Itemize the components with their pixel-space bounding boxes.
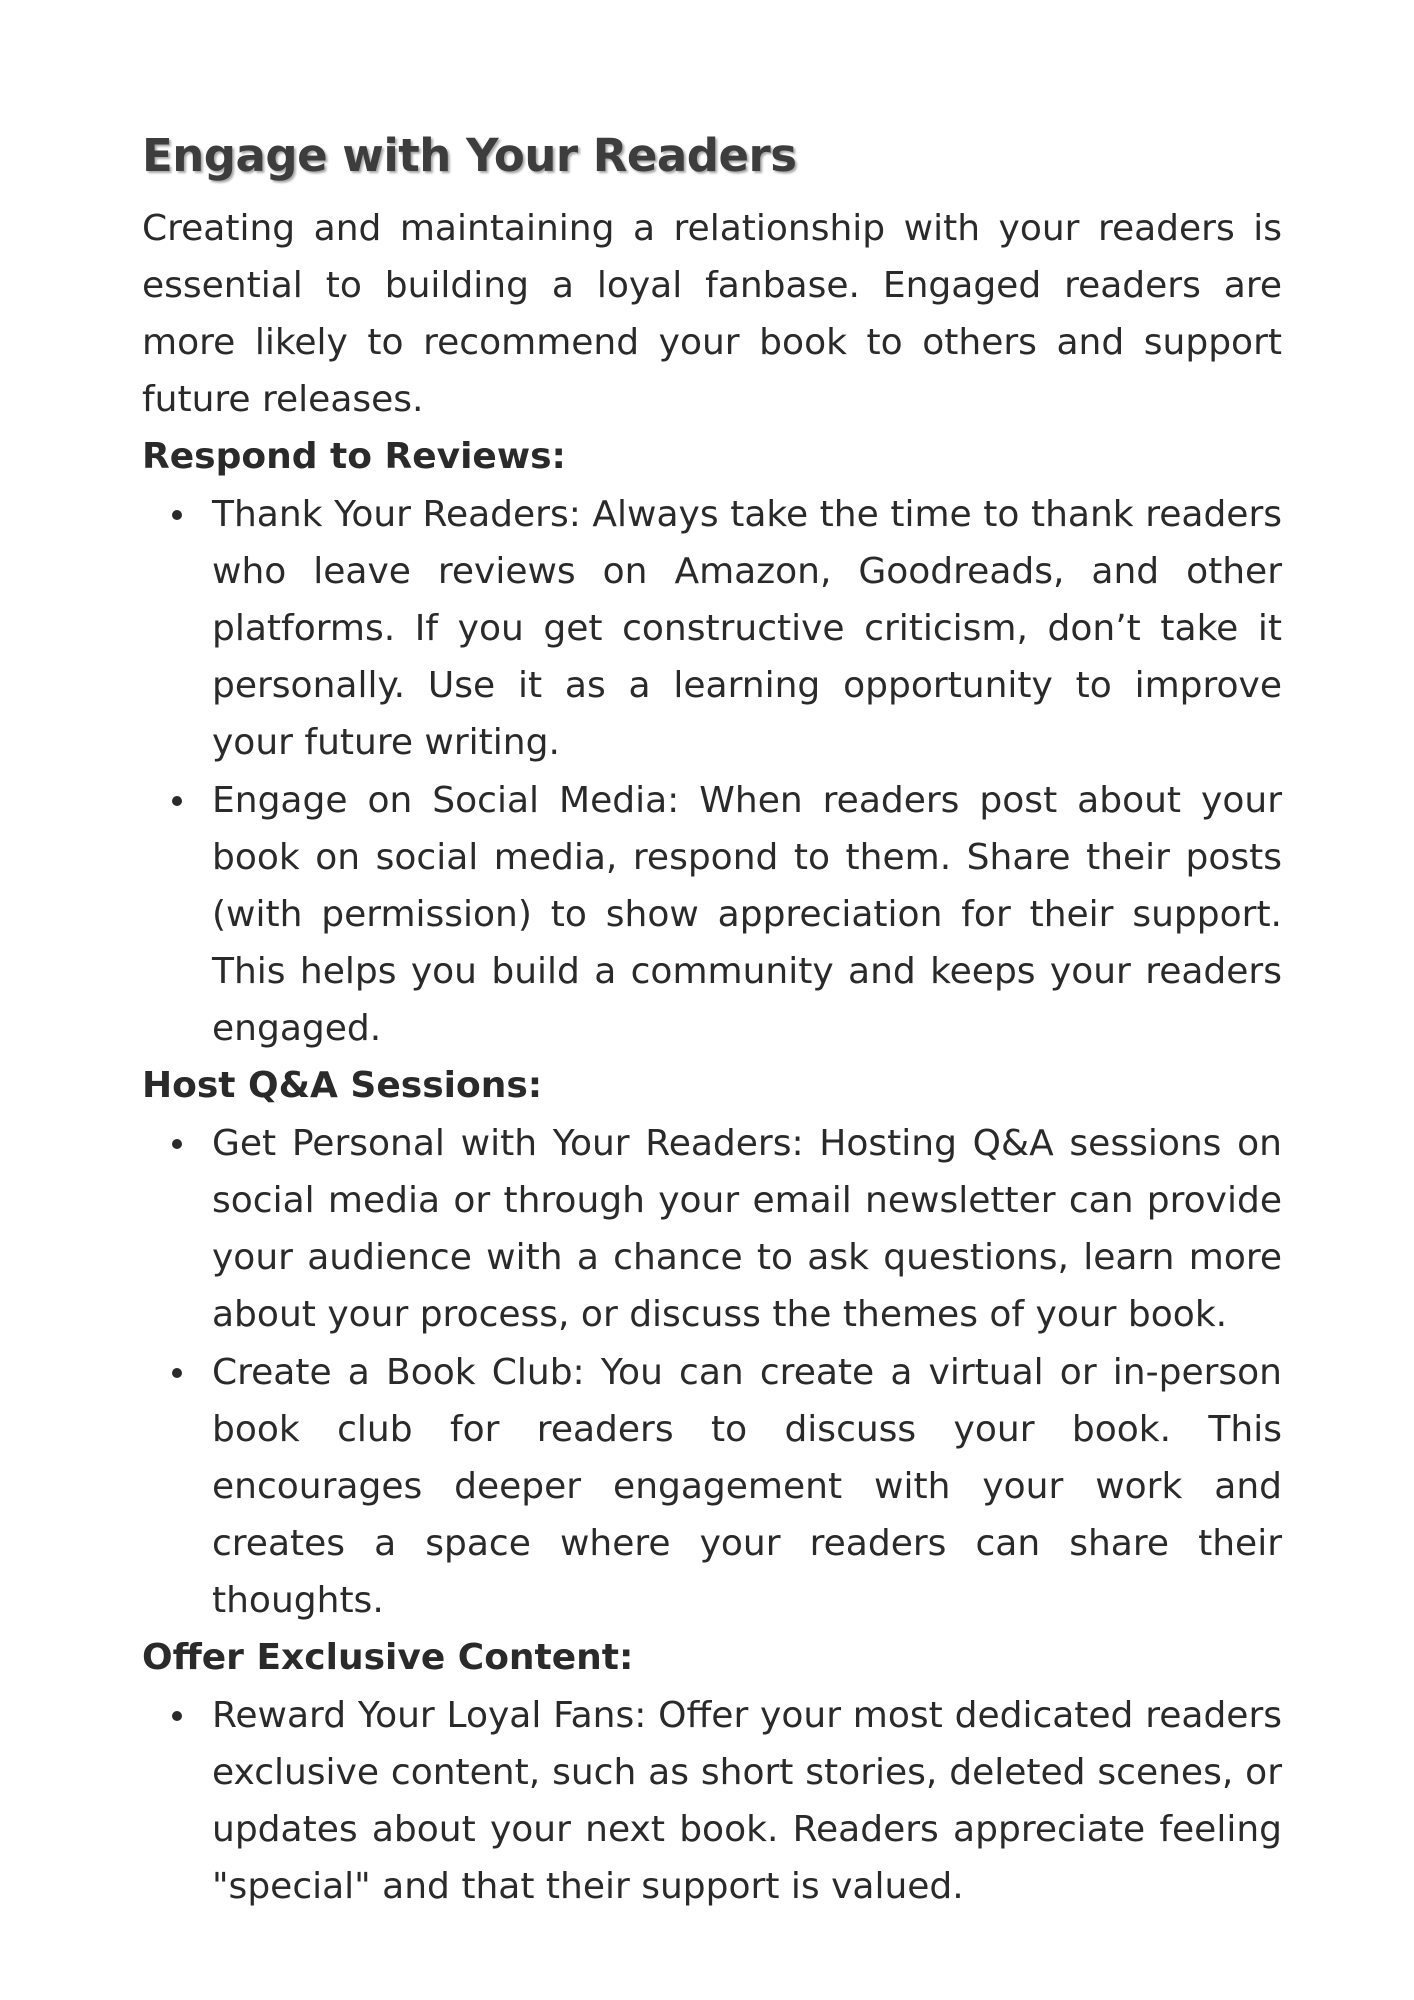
section-offer-exclusive-content: [142, 1629, 1282, 1915]
bullet-list: [142, 1687, 1282, 1915]
bullet-list: [142, 1115, 1282, 1629]
section-heading: Host Q&A Sessions:: [142, 1065, 543, 1107]
bullet-icon: [172, 1711, 182, 1721]
list-item: [212, 1344, 1282, 1629]
document-page: [142, 128, 1282, 1915]
bullet-icon: [172, 510, 182, 520]
list-item-text: Create a Book Club: You can create a virtual or in-person book club for readers to discuss your book. This encourages deeper engagement with your work and creates a space where your readers can share their thoughts.: [212, 1352, 1282, 1622]
list-item-text: Get Personal with Your Readers: Hosting Q&A sessions on social media or through your email newsletter can provide your audience with a chance to ask questions, learn more about your process, or discuss the themes of your book.: [212, 1123, 1282, 1336]
list-item: [212, 772, 1282, 1057]
list-item-text: Thank Your Readers: Always take the time to thank readers who leave reviews on Amazon, Goodreads, and other platforms. If you get constructive criticism, don’t take it personally. Use it as a learning opportunity to improve your future writing.: [212, 494, 1282, 764]
list-item: [212, 486, 1282, 771]
bullet-icon: [172, 1139, 182, 1149]
list-item-text: Reward Your Loyal Fans: Offer your most dedicated readers exclusive content, such as short stories, deleted scenes, or updates about your next book. Readers appreciate feeling "special" and that their support is valued.: [212, 1695, 1282, 1908]
list-item-text: Engage on Social Media: When readers post about your book on social media, respond to them. Share their posts (with permission) to show appreciation for their support. This helps you build a community and keeps your readers engaged.: [212, 780, 1282, 1050]
bullet-icon: [172, 1368, 182, 1378]
bullet-list: [142, 486, 1282, 1057]
intro-paragraph: Creating and maintaining a relationship with your readers is essential to building a loyal fanbase. Engaged readers are more likely to recommend your book to others and support future releases.: [142, 208, 1282, 421]
section-respond-to-reviews: [142, 428, 1282, 1057]
section-host-qa-sessions: [142, 1057, 1282, 1629]
list-item: [212, 1687, 1282, 1915]
section-heading: Respond to Reviews:: [142, 436, 566, 478]
list-item: [212, 1115, 1282, 1343]
page-title: Engage with Your Readers: [142, 129, 797, 182]
section-heading: Offer Exclusive Content:: [142, 1637, 634, 1679]
bullet-icon: [172, 796, 182, 806]
